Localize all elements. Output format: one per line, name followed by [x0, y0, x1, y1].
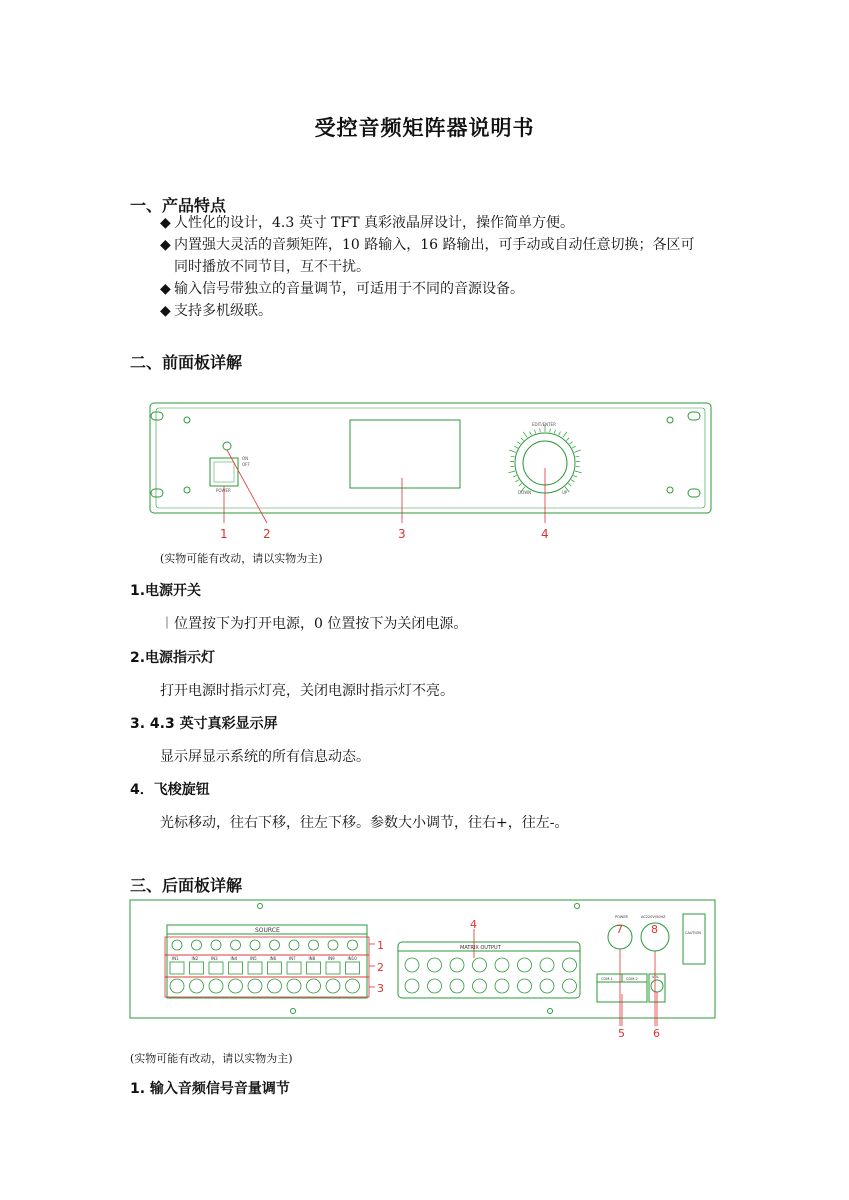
knob-tick — [574, 450, 581, 452]
input-rca-jack — [229, 962, 243, 974]
callout-1: 1 — [377, 939, 384, 952]
callout-4: 4 — [470, 918, 477, 931]
input-volume-knob[interactable] — [348, 940, 358, 950]
knob-tick — [534, 430, 535, 434]
input-xlr-jack — [346, 979, 360, 993]
output-xlr-jack — [540, 958, 554, 972]
output-xlr-jack — [405, 979, 419, 993]
item-text: 打开电源时指示灯亮，关闭电源时指示灯不亮。 — [160, 683, 454, 699]
input-rca-jack — [287, 962, 301, 974]
item-text: 光标移动，往右下移，往左下移。参数大小调节，往右+，往左-。 — [160, 815, 569, 831]
knob-tick — [519, 483, 522, 486]
knob-tick — [511, 456, 515, 457]
feature-list — [160, 212, 730, 322]
caution-label — [683, 914, 705, 964]
callout-7: 7 — [616, 923, 623, 936]
com1-label: COM-1 — [601, 977, 613, 981]
section1-heading: 一、产品特点 — [130, 196, 227, 215]
input-volume-knob[interactable] — [289, 940, 299, 950]
input-rca-jack — [346, 962, 360, 974]
input-rca-label: IN7 — [289, 956, 296, 961]
knob-tick — [575, 456, 579, 457]
input-rca-label: IN6 — [269, 956, 277, 961]
knob-tick — [514, 446, 518, 448]
knob-tick — [508, 471, 515, 473]
input-volume-knob[interactable] — [309, 940, 319, 950]
input-volume-knob[interactable] — [250, 940, 260, 950]
input-rca-label: IN4 — [230, 956, 238, 961]
knob-tick — [570, 442, 573, 444]
front-panel-diagram — [140, 398, 720, 543]
callout-4: 4 — [541, 527, 549, 541]
input-volume-knob[interactable] — [328, 940, 338, 950]
knob-tick — [554, 430, 555, 434]
power-label: POWER — [216, 488, 231, 493]
output-xlr-jack — [540, 979, 554, 993]
knob-tick — [550, 428, 551, 432]
output-xlr-jack — [473, 979, 487, 993]
vol-label: VOL — [652, 975, 660, 979]
feature-item: ◆ 输入信号带独立的音量调节，可适用于不同的音源设备。 — [160, 278, 730, 300]
input-xlr-jack — [268, 979, 282, 993]
diamond-bullet-icon: ◆ — [160, 303, 171, 319]
input-volume-knob[interactable] — [231, 940, 241, 950]
output-xlr-jack — [495, 979, 509, 993]
output-xlr-jack — [518, 958, 532, 972]
knob-tick — [530, 432, 532, 436]
feature-item: ◆ 支持多机级联。 — [160, 300, 730, 322]
knob-tick — [540, 428, 541, 432]
input-rca-jack — [268, 962, 282, 974]
knob-left-label: DOWN — [518, 490, 532, 495]
diamond-bullet-icon: ◆ — [160, 281, 171, 297]
feature-item: 同时播放不同节目，互不干扰。 — [174, 259, 370, 275]
knob-tick — [515, 480, 518, 482]
knob-tick — [575, 471, 582, 473]
callout-5: 5 — [618, 1027, 625, 1040]
source-label: SOURCE — [255, 927, 280, 934]
input-xlr-jack — [209, 979, 223, 993]
diamond-bullet-icon: ◆ — [160, 237, 171, 253]
knob-tick — [563, 432, 567, 438]
rear-power-label: POWER — [615, 915, 628, 919]
output-xlr-jack — [563, 979, 577, 993]
output-xlr-jack — [518, 979, 532, 993]
knob-top-label: EDIT/ENTER — [532, 422, 556, 427]
knob-tick — [521, 438, 524, 441]
input-rca-label: IN5 — [250, 956, 257, 961]
com2-label: COM-2 — [626, 977, 638, 981]
section3-heading: 三、后面板详解 — [130, 876, 243, 895]
item-text: ︱位置按下为打开电源，0 位置按下为关闭电源。 — [160, 616, 468, 632]
knob-tick — [566, 438, 569, 441]
input-rca-jack — [190, 962, 204, 974]
section2-heading: 二、前面板详解 — [130, 353, 243, 372]
rear-panel-caption: (实物可能有改动，请以实物为主) — [130, 1052, 293, 1065]
input-volume-knob[interactable] — [172, 940, 182, 950]
knob-right-label: UP — [562, 490, 568, 495]
source-input-block — [167, 925, 367, 998]
output-xlr-jack — [428, 958, 442, 972]
input-xlr-jack — [287, 979, 301, 993]
knob-tick — [513, 475, 517, 477]
input-xlr-jack — [307, 979, 321, 993]
input-volume-knob[interactable] — [270, 940, 280, 950]
feature-item: ◆ 人性化的设计，4.3 英寸 TFT 真彩液晶屏设计，操作简单方便。 — [160, 212, 730, 234]
power-indicator-led — [223, 442, 231, 450]
callout-1: 1 — [220, 527, 228, 541]
knob-tick — [523, 432, 527, 438]
input-rca-label: IN2 — [191, 956, 199, 961]
front-panel-caption: (实物可能有改动，请以实物为主) — [160, 552, 323, 565]
matrix-output-label: MATRIX OUTPUT — [460, 945, 501, 951]
item-text: 显示屏显示系统的所有信息动态。 — [160, 749, 370, 765]
knob-tick — [559, 432, 561, 436]
output-xlr-jack — [428, 979, 442, 993]
knob-tick — [571, 480, 574, 482]
input-rca-jack — [326, 962, 340, 974]
callout-2: 2 — [263, 527, 271, 541]
output-xlr-jack — [450, 979, 464, 993]
item-title: 1.电源开关 — [130, 583, 202, 599]
rear-panel-diagram — [125, 898, 725, 1043]
callout-8: 8 — [651, 923, 658, 936]
diamond-bullet-icon: ◆ — [160, 215, 171, 231]
item-title: 4．飞梭旋钮 — [130, 782, 210, 798]
output-xlr-jack — [495, 958, 509, 972]
input-rca-jack — [307, 962, 321, 974]
input-rca-label: IN9 — [328, 956, 335, 961]
input-rca-label: IN1 — [172, 956, 179, 961]
input-rca-jack — [209, 962, 223, 974]
input-xlr-jack — [248, 979, 262, 993]
display-screen — [350, 420, 460, 488]
knob-tick — [572, 446, 576, 448]
input-xlr-jack — [326, 979, 340, 993]
callout-6: 6 — [653, 1027, 660, 1040]
input-volume-knob[interactable] — [192, 940, 202, 950]
on-label: ON — [242, 456, 249, 461]
output-xlr-jack — [405, 958, 419, 972]
output-xlr-jack — [450, 958, 464, 972]
output-xlr-jack — [473, 958, 487, 972]
input-rca-jack — [248, 962, 262, 974]
input-rca-jack — [170, 962, 184, 974]
document-title: 受控音频矩阵器说明书 — [314, 115, 535, 140]
input-volume-knob[interactable] — [211, 940, 221, 950]
knob-tick — [509, 450, 516, 452]
input-rca-label: IN3 — [211, 956, 218, 961]
item-title: 1. 输入音频信号音量调节 — [130, 1081, 290, 1097]
callout-3: 3 — [398, 527, 406, 541]
callout-2: 2 — [377, 961, 384, 974]
feature-item: ◆ 内置强大灵活的音频矩阵，10 路输入，16 路输出，可手动或自动任意切换；各区可 — [160, 234, 730, 256]
off-label: OFF — [242, 462, 250, 467]
mains-label: AC220V/50HZ — [641, 915, 666, 919]
item-title: 3. 4.3 英寸真彩显示屏 — [130, 716, 278, 732]
input-rca-label: IN10 — [347, 956, 357, 961]
knob-tick — [573, 475, 577, 477]
knob-tick — [517, 442, 520, 444]
item-title: 2.电源指示灯 — [130, 650, 216, 666]
input-xlr-jack — [229, 979, 243, 993]
knob-tick — [568, 483, 571, 486]
callout-3: 3 — [377, 982, 384, 995]
caution-text: CAUTION — [685, 931, 701, 935]
input-xlr-jack — [170, 979, 184, 993]
input-rca-label: IN8 — [308, 956, 316, 961]
output-xlr-jack — [563, 958, 577, 972]
input-xlr-jack — [190, 979, 204, 993]
